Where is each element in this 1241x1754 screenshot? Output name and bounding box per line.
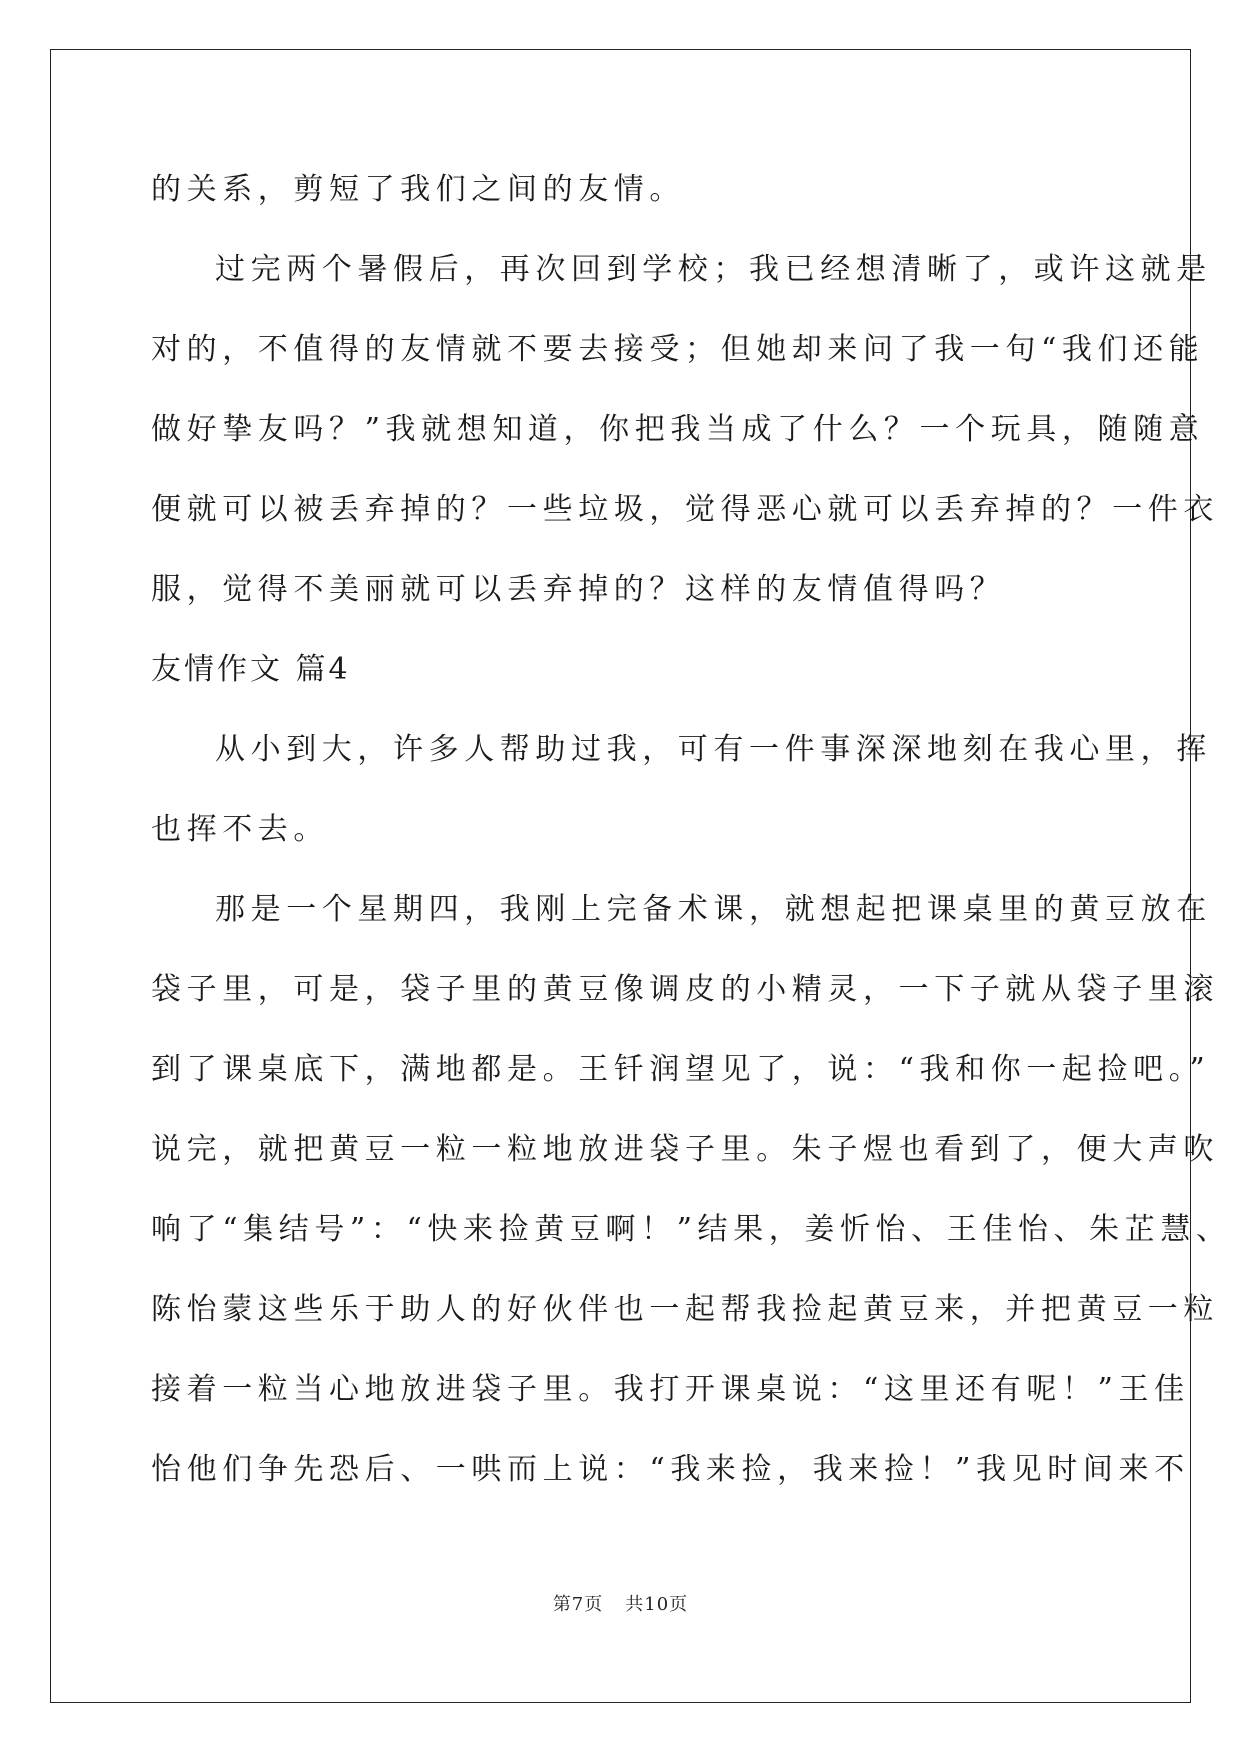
paragraph-line: 袋子里，可是，袋子里的黄豆像调皮的小精灵，一下子就从袋子里滚 [151,972,1219,1007]
paragraph-line: 过完两个暑假后，再次回到学校；我已经想清晰了，或许这就是 [215,252,1212,287]
page-number: 第7页 [552,1594,604,1615]
section-heading: 友情作文 篇4 [151,652,351,687]
paragraph-line: 响了“集结号”：“快来捡黄豆啊！”结果，姜忻怡、王佳怡、朱芷慧、 [151,1212,1232,1247]
paragraph-line: 的关系，剪短了我们之间的友情。 [151,172,685,207]
paragraph-line: 也挥不去。 [151,812,329,847]
paragraph-line: 怡他们争先恐后、一哄而上说：“我来捡，我来捡！”我见时间来不 [151,1452,1190,1487]
paragraph-line: 做好挚友吗？”我就想知道，你把我当成了什么？一个玩具，随随意 [151,412,1205,447]
paragraph-line: 服，觉得不美丽就可以丢弃掉的？这样的友情值得吗？ [151,572,1006,607]
paragraph-line: 接着一粒当心地放进袋子里。我打开课桌说：“这里还有呢！”王佳 [151,1372,1190,1407]
paragraph-line: 陈怡蒙这些乐于助人的好伙伴也一起帮我捡起黄豆来，并把黄豆一粒 [151,1292,1219,1327]
paragraph-line: 到了课桌底下，满地都是。王钎润望见了，说：“我和你一起捡吧。” [151,1052,1211,1087]
paragraph-line: 说完，就把黄豆一粒一粒地放进袋子里。朱子煜也看到了，便大声吹 [151,1132,1219,1167]
page-footer [0,1590,1241,1616]
paragraph-line: 从小到大，许多人帮助过我，可有一件事深深地刻在我心里，挥 [215,732,1212,767]
page-total: 共10页 [625,1594,689,1615]
paragraph-line: 那是一个星期四，我刚上完备术课，就想起把课桌里的黄豆放在 [215,892,1212,927]
document-body [151,150,1232,1510]
paragraph-line: 对的，不值得的友情就不要去接受；但她却来问了我一句“我们还能 [151,332,1205,367]
paragraph-line: 便就可以被丢弃掉的？一些垃圾，觉得恶心就可以丢弃掉的？一件衣 [151,492,1219,527]
